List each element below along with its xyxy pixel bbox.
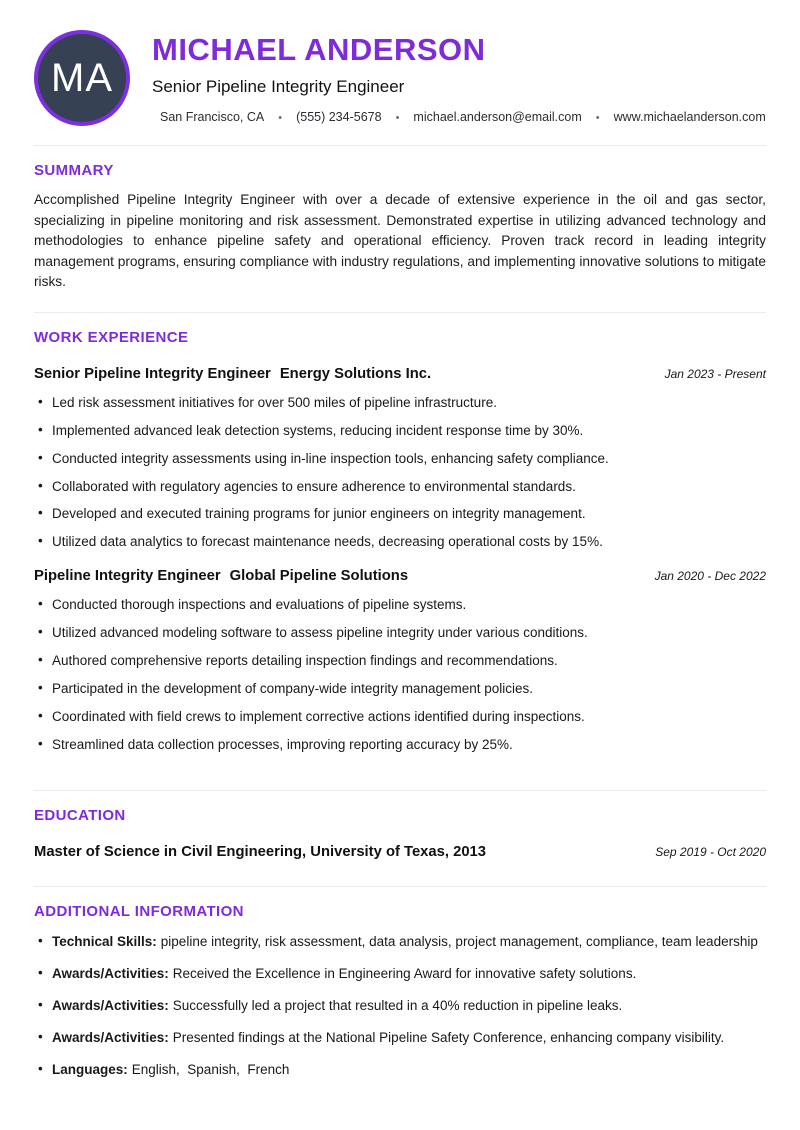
additional-info-list xyxy=(34,932,766,1079)
job-entry-title xyxy=(34,366,431,382)
additional-info-item xyxy=(34,1060,766,1079)
additional-info-text: pipeline integrity, risk assessment, data analysis, project management, compliance, team leadership xyxy=(160,933,758,949)
contact-item: www.michaelanderson.com xyxy=(613,110,766,124)
additional-info-label: Awards/Activities: xyxy=(52,1029,169,1045)
education-entry xyxy=(34,844,766,860)
job-bullet: • Conducted thorough inspections and evaluations of pipeline systems. xyxy=(34,595,766,614)
jobs-list xyxy=(34,366,766,754)
job-dates: Jan 2023 - Present xyxy=(664,366,766,381)
contact-item: San Francisco, CA • xyxy=(160,110,296,124)
job-bullets xyxy=(34,595,766,754)
job-bullet: • Conducted integrity assessments using in-line inspection tools, enhancing safety compliance. xyxy=(34,449,766,468)
job-bullet: • Utilized advanced modeling software to assess pipeline integrity under various conditions. xyxy=(34,623,766,642)
contact-row xyxy=(152,110,766,124)
header-divider xyxy=(34,145,766,146)
education-section xyxy=(34,807,766,860)
additional-info-label: Awards/Activities: xyxy=(52,997,169,1013)
additional-info-label: Languages: xyxy=(52,1061,128,1077)
job-entry-header xyxy=(34,366,766,382)
education-divider xyxy=(34,886,766,887)
additional-info-label: Technical Skills: xyxy=(52,933,157,949)
job-bullets xyxy=(34,393,766,552)
work-divider xyxy=(34,790,766,791)
job-bullet: • Participated in the development of company-wide integrity management policies. xyxy=(34,679,766,698)
job-entry-header xyxy=(34,568,766,584)
additional-info-text: Presented findings at the National Pipeline Safety Conference, enhancing company visibility. xyxy=(172,1029,725,1045)
job-bullet: • Authored comprehensive reports detailing inspection findings and recommendations. xyxy=(34,651,766,670)
avatar-initials: MA xyxy=(51,55,113,100)
contact-item: (555) 234-5678 • xyxy=(296,110,413,124)
job-bullet: • Collaborated with regulatory agencies to ensure adherence to environmental standards. xyxy=(34,477,766,496)
summary-section xyxy=(34,162,766,293)
job-title: Senior Pipeline Integrity Engineer xyxy=(34,365,271,382)
additional-information-section xyxy=(34,903,766,1079)
job-bullet: • Implemented advanced leak detection systems, reducing incident response time by 30%. xyxy=(34,421,766,440)
education-entry-header xyxy=(34,844,766,860)
job-entry-title xyxy=(34,568,408,584)
summary-heading: SUMMARY xyxy=(34,162,114,179)
education-degree: Master of Science in Civil Engineering, University of Texas, 2013 xyxy=(34,843,487,860)
education-dates: Sep 2019 - Oct 2020 xyxy=(655,844,766,859)
additional-info-item xyxy=(34,996,766,1015)
additional-info-text: English, Spanish, French xyxy=(131,1061,290,1077)
additional-information-heading: ADDITIONAL INFORMATION xyxy=(34,902,244,920)
summary-text: Accomplished Pipeline Integrity Engineer with over a decade of extensive experience in the oil and gas sector, specializing in pipeline monitoring and risk assessment. Demonstrated expertise in utilizing advanced technology and methodologies to enhance pipeline safety and operational efficiency. Proven track record in leading integrity management programs, ensuring compliance with industry regulations, and implementing innovative solutions to mitigate risks. xyxy=(34,192,766,290)
contact-item: michael.anderson@email.com • xyxy=(413,110,613,124)
additional-info-item xyxy=(34,964,766,983)
additional-info-item xyxy=(34,932,766,951)
job-company: Global Pipeline Solutions xyxy=(229,567,409,584)
work-experience-section xyxy=(34,329,766,754)
additional-info-item xyxy=(34,1028,766,1047)
job-bullet: • Utilized data analytics to forecast maintenance needs, decreasing operational costs by 15%. xyxy=(34,532,766,551)
summary-divider xyxy=(34,312,766,313)
job-bullet: • Coordinated with field crews to implement corrective actions identified during inspections. xyxy=(34,707,766,726)
resume-header xyxy=(34,0,766,126)
additional-info-label: Awards/Activities: xyxy=(52,965,169,981)
job-entry xyxy=(34,366,766,552)
job-company: Energy Solutions Inc. xyxy=(279,365,432,382)
name-heading: MICHAEL ANDERSON xyxy=(152,32,486,67)
job-title: Pipeline Integrity Engineer xyxy=(34,567,221,584)
additional-info-text: Received the Excellence in Engineering Award for innovative safety solutions. xyxy=(172,965,637,981)
job-dates: Jan 2020 - Dec 2022 xyxy=(654,568,766,583)
additional-info-text: Successfully led a project that resulted in a 40% reduction in pipeline leaks. xyxy=(172,997,623,1013)
work-experience-heading: WORK EXPERIENCE xyxy=(34,328,189,346)
job-bullet: • Developed and executed training programs for junior engineers on integrity management. xyxy=(34,504,766,523)
header-job-title: Senior Pipeline Integrity Engineer xyxy=(152,77,405,96)
avatar xyxy=(34,30,130,126)
job-bullet: • Led risk assessment initiatives for over 500 miles of pipeline infrastructure. xyxy=(34,393,766,412)
job-entry xyxy=(34,568,766,754)
job-bullet: • Streamlined data collection processes, improving reporting accuracy by 25%. xyxy=(34,735,766,754)
education-heading: EDUCATION xyxy=(34,806,126,824)
header-text xyxy=(152,32,766,124)
